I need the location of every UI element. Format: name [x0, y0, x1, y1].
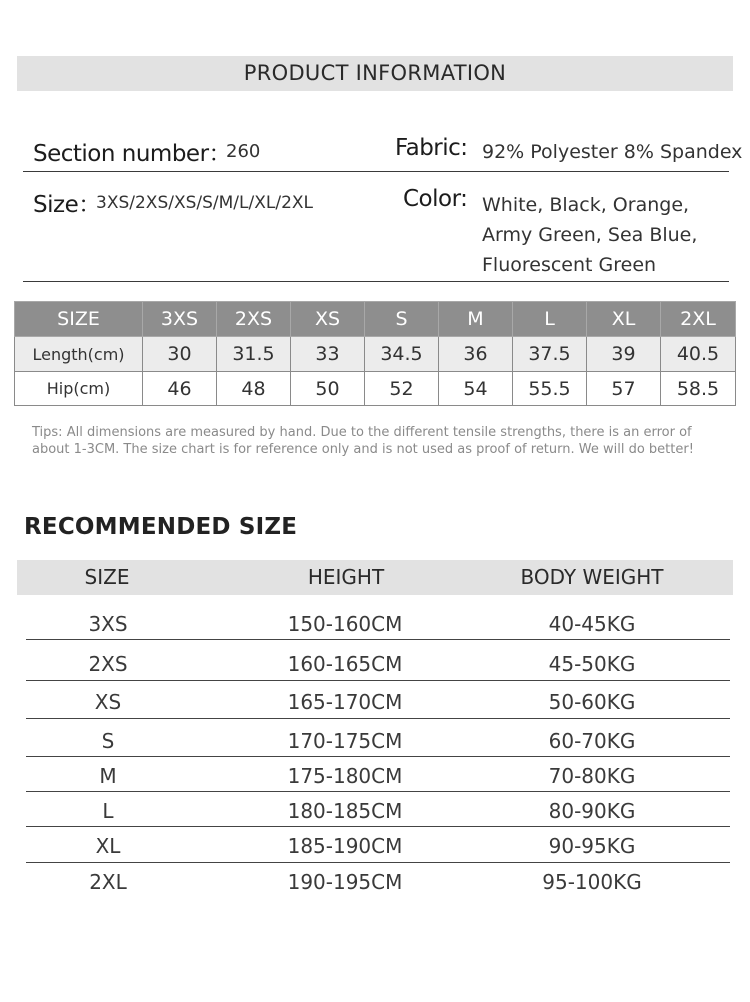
color-label: Color: — [403, 186, 468, 212]
row-label: Hip(cm) — [15, 372, 143, 406]
rec-height-cell: 170-175CM — [287, 729, 403, 753]
table-cell: 40.5 — [661, 337, 736, 372]
size-table-header-cell: XL — [587, 302, 661, 337]
size-table-header-cell: SIZE — [15, 302, 143, 337]
size-label: Size： — [33, 192, 101, 218]
table-cell: 52 — [365, 372, 439, 406]
rec-weight-cell: 45-50KG — [548, 652, 636, 676]
row-divider — [26, 639, 730, 640]
rec-size-cell: XL — [95, 834, 121, 858]
table-cell: 55.5 — [513, 372, 587, 406]
product-info-title: PRODUCT INFORMATION — [243, 61, 507, 85]
rec-weight-cell: 40-45KG — [548, 612, 636, 636]
rec-size-cell: M — [99, 764, 117, 788]
table-cell: 57 — [587, 372, 661, 406]
size-value: 3XS/2XS/XS/S/M/L/XL/2XL — [96, 193, 314, 213]
rec-height-cell: 190-195CM — [287, 870, 403, 894]
size-table-header-cell: S — [365, 302, 439, 337]
table-cell: 39 — [587, 337, 661, 372]
table-cell: 58.5 — [661, 372, 736, 406]
rec-header-height: HEIGHT — [307, 565, 385, 589]
table-cell: 48 — [217, 372, 291, 406]
section-number-value: 260 — [226, 141, 261, 162]
size-table-header-cell: 2XS — [217, 302, 291, 337]
size-table-header-cell: 3XS — [143, 302, 217, 337]
rec-size-cell: 2XL — [89, 870, 127, 894]
table-cell: 30 — [143, 337, 217, 372]
size-measurement-table — [14, 301, 736, 406]
fabric-label: Fabric: — [395, 135, 468, 161]
row-divider — [26, 826, 730, 827]
divider — [23, 171, 729, 172]
rec-height-cell: 150-160CM — [287, 612, 403, 636]
recommended-table-header — [17, 560, 733, 595]
rec-height-cell: 165-170CM — [287, 690, 403, 714]
rec-weight-cell: 80-90KG — [548, 799, 636, 823]
recommended-size-title: RECOMMENDED SIZE — [24, 514, 298, 540]
rec-height-cell: 160-165CM — [287, 652, 403, 676]
rec-header-size: SIZE — [84, 565, 130, 589]
rec-size-cell: L — [102, 799, 114, 823]
size-table-header-cell: 2XL — [661, 302, 736, 337]
table-row — [15, 372, 736, 406]
table-cell: 31.5 — [217, 337, 291, 372]
size-table-header-cell: M — [439, 302, 513, 337]
color-line: White, Black, Orange, — [482, 194, 690, 216]
row-label: Length(cm) — [15, 337, 143, 372]
rec-height-cell: 175-180CM — [287, 764, 403, 788]
rec-weight-cell: 95-100KG — [542, 870, 642, 894]
color-value — [482, 190, 697, 280]
color-line: Army Green, Sea Blue, — [482, 224, 698, 246]
row-divider — [26, 718, 730, 719]
rec-size-cell: S — [101, 729, 115, 753]
rec-size-cell: 2XS — [88, 652, 128, 676]
rec-size-cell: XS — [94, 690, 122, 714]
size-table-header — [15, 302, 736, 337]
table-cell: 34.5 — [365, 337, 439, 372]
row-divider — [26, 680, 730, 681]
row-divider — [26, 756, 730, 757]
table-cell: 50 — [291, 372, 365, 406]
table-row — [15, 337, 736, 372]
table-cell: 54 — [439, 372, 513, 406]
rec-header-weight: BODY WEIGHT — [520, 565, 664, 589]
table-cell: 36 — [439, 337, 513, 372]
fabric-value: 92% Polyester 8% Spandex — [482, 141, 743, 163]
color-line: Fluorescent Green — [482, 254, 657, 276]
measurement-tips: Tips: All dimensions are measured by hand. Due to the different tensile strengths, there is an error of about 1-3CM. The size chart is for reference only and is not used as proof of return. We will do better! — [32, 425, 694, 457]
rec-weight-cell: 90-95KG — [548, 834, 636, 858]
row-divider — [26, 862, 730, 863]
size-table-header-cell: XS — [291, 302, 365, 337]
rec-weight-cell: 70-80KG — [548, 764, 636, 788]
table-cell: 46 — [143, 372, 217, 406]
rec-height-cell: 185-190CM — [287, 834, 403, 858]
size-table-header-cell: L — [513, 302, 587, 337]
table-cell: 33 — [291, 337, 365, 372]
rec-weight-cell: 60-70KG — [548, 729, 636, 753]
rec-size-cell: 3XS — [88, 612, 128, 636]
divider — [23, 281, 729, 282]
rec-height-cell: 180-185CM — [287, 799, 403, 823]
row-divider — [26, 791, 730, 792]
table-cell: 37.5 — [513, 337, 587, 372]
product-info-header — [17, 56, 733, 91]
section-number-label: Section number： — [33, 141, 232, 167]
rec-weight-cell: 50-60KG — [548, 690, 636, 714]
